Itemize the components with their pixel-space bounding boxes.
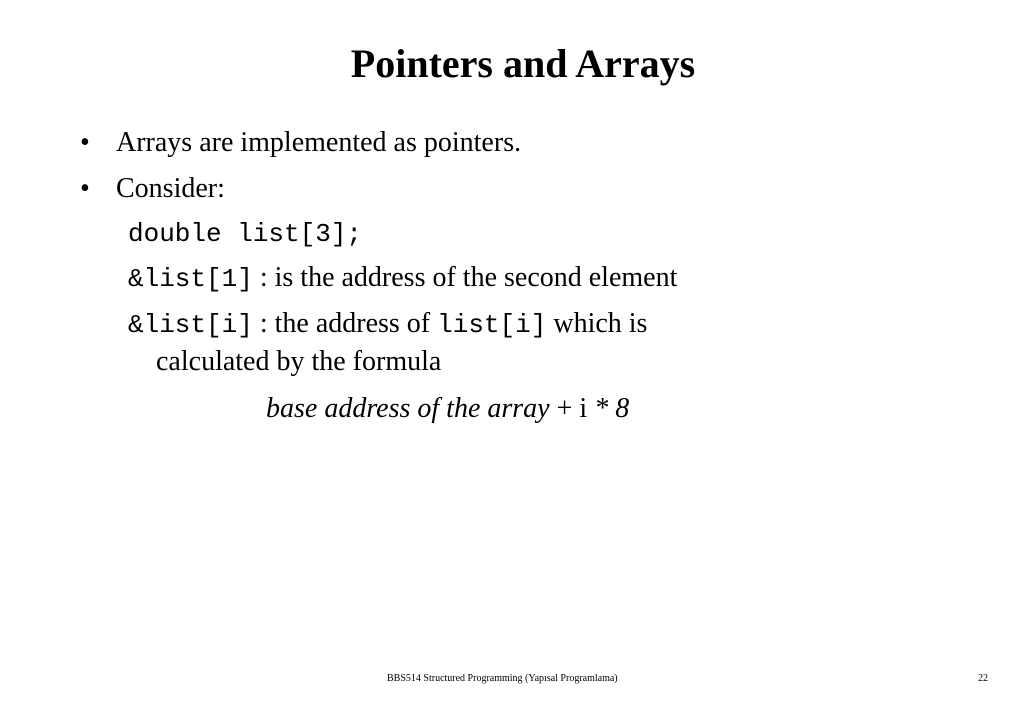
which-is-text: which is — [546, 308, 648, 339]
formula-plus: + — [549, 393, 580, 424]
formula — [266, 392, 629, 426]
formula-index: i — [579, 393, 588, 424]
bullet-consider: Consider: — [116, 173, 225, 204]
slide-title: Pointers and Arrays — [350, 41, 696, 86]
code-list-i: &list[i] — [128, 310, 253, 340]
bullet-arrays-pointers: Arrays are implemented as pointers. — [116, 127, 522, 158]
page-number: 22 — [978, 673, 988, 684]
footer-course: BBS514 Structured Programming (Yapısal Programlama) — [387, 673, 618, 684]
formula-continuation: calculated by the formula — [156, 346, 442, 377]
formula-multiplier: * 8 — [587, 393, 630, 424]
code-list-1: &list[1] — [128, 264, 253, 294]
address-second-element-text: : is the address of the second element — [252, 262, 678, 293]
address-of-text: : the address of — [252, 308, 438, 339]
bullet-marker: • — [80, 173, 90, 204]
code-declaration: double list[3]; — [128, 219, 363, 249]
code-declaration-line — [128, 216, 362, 251]
address-second-element-line — [128, 261, 677, 296]
code-list-i-value: list[i] — [437, 310, 547, 340]
formula-base-address: base address of the array — [266, 393, 550, 424]
bullet-marker: • — [80, 127, 90, 158]
address-formula-line — [128, 307, 647, 342]
